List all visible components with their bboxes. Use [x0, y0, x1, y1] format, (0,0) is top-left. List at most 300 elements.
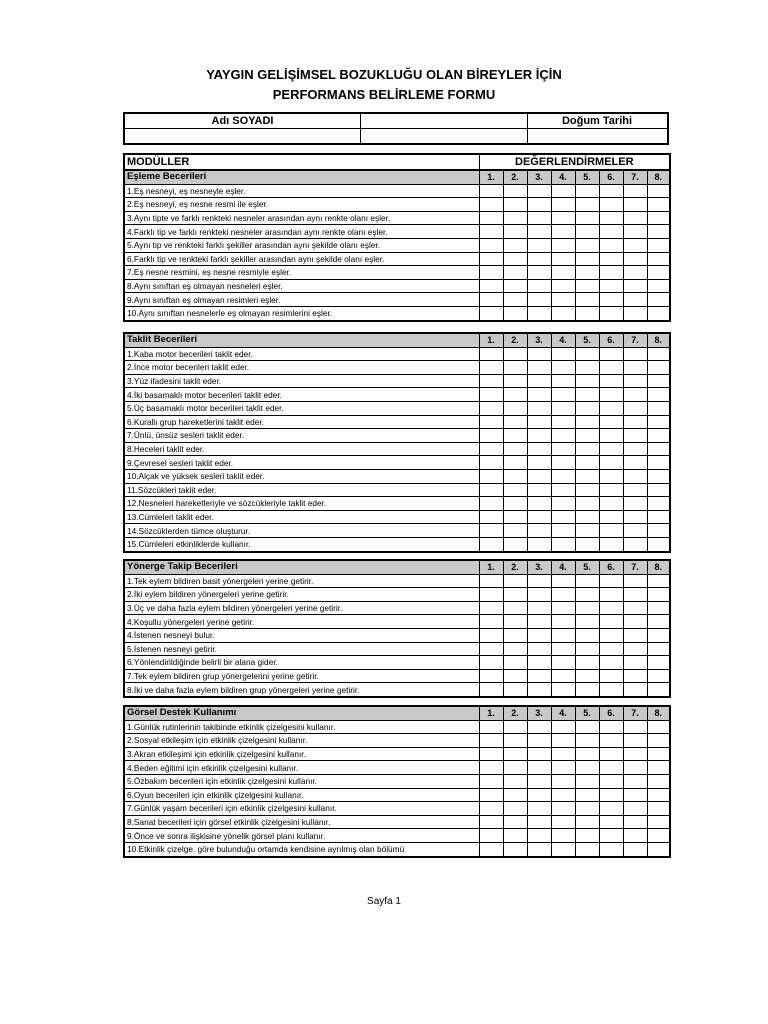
score-cell[interactable] [527, 388, 551, 402]
score-cell[interactable] [623, 588, 647, 602]
score-cell[interactable] [647, 615, 670, 629]
score-cell[interactable] [623, 374, 647, 388]
score-cell[interactable] [527, 628, 551, 642]
score-cell[interactable] [575, 252, 599, 266]
score-cell[interactable] [599, 815, 623, 829]
score-cell[interactable] [647, 683, 670, 697]
score-cell[interactable] [551, 524, 575, 538]
score-cell[interactable] [599, 266, 623, 280]
score-cell[interactable] [479, 266, 503, 280]
score-cell[interactable] [647, 198, 670, 212]
score-cell[interactable] [647, 669, 670, 683]
score-cell[interactable] [503, 198, 527, 212]
score-cell[interactable] [527, 601, 551, 615]
score-cell[interactable] [599, 198, 623, 212]
score-cell[interactable] [503, 628, 527, 642]
score-cell[interactable] [647, 510, 670, 524]
score-cell[interactable] [503, 734, 527, 748]
score-cell[interactable] [623, 225, 647, 239]
score-cell[interactable] [551, 510, 575, 524]
score-cell[interactable] [551, 574, 575, 588]
score-cell[interactable] [503, 252, 527, 266]
score-cell[interactable] [479, 306, 503, 320]
score-cell[interactable] [503, 401, 527, 415]
score-cell[interactable] [575, 429, 599, 443]
score-cell[interactable] [599, 456, 623, 470]
score-cell[interactable] [551, 537, 575, 551]
score-cell[interactable] [503, 842, 527, 856]
score-cell[interactable] [575, 829, 599, 843]
score-cell[interactable] [527, 211, 551, 225]
score-cell[interactable] [647, 788, 670, 802]
score-cell[interactable] [527, 774, 551, 788]
score-cell[interactable] [599, 184, 623, 198]
score-cell[interactable] [647, 306, 670, 320]
score-cell[interactable] [527, 656, 551, 670]
score-cell[interactable] [575, 361, 599, 375]
score-cell[interactable] [623, 628, 647, 642]
score-cell[interactable] [623, 774, 647, 788]
score-cell[interactable] [575, 734, 599, 748]
score-cell[interactable] [551, 401, 575, 415]
score-cell[interactable] [479, 361, 503, 375]
score-cell[interactable] [527, 761, 551, 775]
score-cell[interactable] [647, 574, 670, 588]
score-cell[interactable] [527, 238, 551, 252]
score-cell[interactable] [479, 347, 503, 361]
score-cell[interactable] [647, 374, 670, 388]
score-cell[interactable] [575, 588, 599, 602]
score-cell[interactable] [479, 374, 503, 388]
score-cell[interactable] [647, 774, 670, 788]
score-cell[interactable] [599, 601, 623, 615]
score-cell[interactable] [647, 537, 670, 551]
score-cell[interactable] [527, 642, 551, 656]
score-cell[interactable] [551, 615, 575, 629]
score-cell[interactable] [575, 184, 599, 198]
score-cell[interactable] [623, 456, 647, 470]
score-cell[interactable] [575, 601, 599, 615]
score-cell[interactable] [527, 347, 551, 361]
score-cell[interactable] [479, 588, 503, 602]
score-cell[interactable] [647, 347, 670, 361]
score-cell[interactable] [647, 747, 670, 761]
score-cell[interactable] [599, 361, 623, 375]
score-cell[interactable] [575, 211, 599, 225]
score-cell[interactable] [503, 456, 527, 470]
score-cell[interactable] [647, 388, 670, 402]
score-cell[interactable] [623, 720, 647, 734]
score-cell[interactable] [599, 279, 623, 293]
score-cell[interactable] [599, 429, 623, 443]
score-cell[interactable] [479, 642, 503, 656]
score-cell[interactable] [479, 747, 503, 761]
blank-field[interactable] [361, 129, 527, 143]
score-cell[interactable] [647, 656, 670, 670]
score-cell[interactable] [551, 588, 575, 602]
score-cell[interactable] [575, 842, 599, 856]
score-cell[interactable] [527, 279, 551, 293]
score-cell[interactable] [503, 537, 527, 551]
score-cell[interactable] [623, 293, 647, 307]
score-cell[interactable] [479, 524, 503, 538]
score-cell[interactable] [503, 615, 527, 629]
score-cell[interactable] [527, 361, 551, 375]
score-cell[interactable] [575, 774, 599, 788]
score-cell[interactable] [647, 401, 670, 415]
score-cell[interactable] [647, 642, 670, 656]
score-cell[interactable] [623, 815, 647, 829]
score-cell[interactable] [527, 293, 551, 307]
score-cell[interactable] [551, 601, 575, 615]
score-cell[interactable] [551, 184, 575, 198]
score-cell[interactable] [527, 802, 551, 816]
score-cell[interactable] [551, 829, 575, 843]
score-cell[interactable] [503, 361, 527, 375]
score-cell[interactable] [575, 628, 599, 642]
score-cell[interactable] [623, 401, 647, 415]
score-cell[interactable] [479, 510, 503, 524]
score-cell[interactable] [479, 615, 503, 629]
score-cell[interactable] [647, 829, 670, 843]
score-cell[interactable] [527, 252, 551, 266]
score-cell[interactable] [575, 656, 599, 670]
score-cell[interactable] [551, 198, 575, 212]
score-cell[interactable] [599, 683, 623, 697]
score-cell[interactable] [503, 497, 527, 511]
score-cell[interactable] [527, 401, 551, 415]
score-cell[interactable] [599, 720, 623, 734]
score-cell[interactable] [599, 469, 623, 483]
score-cell[interactable] [623, 198, 647, 212]
score-cell[interactable] [623, 683, 647, 697]
score-cell[interactable] [551, 656, 575, 670]
score-cell[interactable] [647, 734, 670, 748]
score-cell[interactable] [503, 720, 527, 734]
score-cell[interactable] [503, 802, 527, 816]
score-cell[interactable] [551, 788, 575, 802]
score-cell[interactable] [647, 761, 670, 775]
score-cell[interactable] [503, 293, 527, 307]
score-cell[interactable] [599, 415, 623, 429]
score-cell[interactable] [575, 537, 599, 551]
score-cell[interactable] [623, 238, 647, 252]
score-cell[interactable] [527, 524, 551, 538]
score-cell[interactable] [599, 252, 623, 266]
score-cell[interactable] [647, 601, 670, 615]
score-cell[interactable] [647, 456, 670, 470]
score-cell[interactable] [479, 497, 503, 511]
score-cell[interactable] [647, 211, 670, 225]
score-cell[interactable] [599, 761, 623, 775]
score-cell[interactable] [479, 774, 503, 788]
score-cell[interactable] [647, 802, 670, 816]
score-cell[interactable] [503, 656, 527, 670]
score-cell[interactable] [575, 374, 599, 388]
score-cell[interactable] [479, 401, 503, 415]
score-cell[interactable] [623, 211, 647, 225]
score-cell[interactable] [623, 279, 647, 293]
score-cell[interactable] [623, 347, 647, 361]
score-cell[interactable] [599, 293, 623, 307]
score-cell[interactable] [503, 279, 527, 293]
score-cell[interactable] [551, 669, 575, 683]
score-cell[interactable] [647, 469, 670, 483]
score-cell[interactable] [575, 347, 599, 361]
score-cell[interactable] [623, 388, 647, 402]
score-cell[interactable] [575, 802, 599, 816]
score-cell[interactable] [551, 720, 575, 734]
score-cell[interactable] [599, 802, 623, 816]
score-cell[interactable] [503, 510, 527, 524]
score-cell[interactable] [479, 198, 503, 212]
score-cell[interactable] [479, 469, 503, 483]
score-cell[interactable] [503, 238, 527, 252]
score-cell[interactable] [599, 574, 623, 588]
name-field[interactable] [125, 129, 360, 143]
score-cell[interactable] [479, 802, 503, 816]
score-cell[interactable] [599, 669, 623, 683]
score-cell[interactable] [479, 683, 503, 697]
score-cell[interactable] [551, 293, 575, 307]
score-cell[interactable] [479, 211, 503, 225]
score-cell[interactable] [551, 347, 575, 361]
score-cell[interactable] [479, 537, 503, 551]
score-cell[interactable] [647, 588, 670, 602]
score-cell[interactable] [503, 524, 527, 538]
score-cell[interactable] [575, 469, 599, 483]
score-cell[interactable] [575, 456, 599, 470]
score-cell[interactable] [503, 347, 527, 361]
score-cell[interactable] [479, 456, 503, 470]
score-cell[interactable] [623, 184, 647, 198]
score-cell[interactable] [551, 469, 575, 483]
score-cell[interactable] [623, 734, 647, 748]
score-cell[interactable] [575, 266, 599, 280]
score-cell[interactable] [599, 497, 623, 511]
score-cell[interactable] [551, 774, 575, 788]
score-cell[interactable] [503, 374, 527, 388]
score-cell[interactable] [479, 761, 503, 775]
score-cell[interactable] [623, 497, 647, 511]
score-cell[interactable] [647, 842, 670, 856]
score-cell[interactable] [575, 510, 599, 524]
score-cell[interactable] [575, 683, 599, 697]
score-cell[interactable] [527, 829, 551, 843]
score-cell[interactable] [575, 483, 599, 497]
score-cell[interactable] [623, 415, 647, 429]
score-cell[interactable] [623, 615, 647, 629]
score-cell[interactable] [551, 642, 575, 656]
score-cell[interactable] [527, 669, 551, 683]
score-cell[interactable] [623, 524, 647, 538]
score-cell[interactable] [479, 574, 503, 588]
score-cell[interactable] [575, 497, 599, 511]
score-cell[interactable] [479, 279, 503, 293]
score-cell[interactable] [527, 615, 551, 629]
score-cell[interactable] [527, 720, 551, 734]
score-cell[interactable] [551, 761, 575, 775]
score-cell[interactable] [527, 747, 551, 761]
score-cell[interactable] [599, 524, 623, 538]
score-cell[interactable] [623, 656, 647, 670]
score-cell[interactable] [575, 761, 599, 775]
score-cell[interactable] [551, 306, 575, 320]
score-cell[interactable] [503, 642, 527, 656]
score-cell[interactable] [503, 601, 527, 615]
score-cell[interactable] [503, 184, 527, 198]
score-cell[interactable] [623, 842, 647, 856]
score-cell[interactable] [575, 415, 599, 429]
score-cell[interactable] [623, 252, 647, 266]
score-cell[interactable] [503, 815, 527, 829]
score-cell[interactable] [647, 628, 670, 642]
score-cell[interactable] [647, 279, 670, 293]
score-cell[interactable] [479, 238, 503, 252]
score-cell[interactable] [527, 815, 551, 829]
score-cell[interactable] [527, 734, 551, 748]
score-cell[interactable] [503, 306, 527, 320]
score-cell[interactable] [527, 374, 551, 388]
score-cell[interactable] [599, 306, 623, 320]
score-cell[interactable] [623, 802, 647, 816]
score-cell[interactable] [647, 415, 670, 429]
score-cell[interactable] [503, 829, 527, 843]
score-cell[interactable] [551, 442, 575, 456]
score-cell[interactable] [575, 788, 599, 802]
score-cell[interactable] [479, 225, 503, 239]
score-cell[interactable] [623, 306, 647, 320]
score-cell[interactable] [479, 815, 503, 829]
score-cell[interactable] [623, 761, 647, 775]
score-cell[interactable] [599, 642, 623, 656]
score-cell[interactable] [623, 829, 647, 843]
score-cell[interactable] [551, 429, 575, 443]
score-cell[interactable] [503, 683, 527, 697]
score-cell[interactable] [623, 429, 647, 443]
score-cell[interactable] [551, 374, 575, 388]
score-cell[interactable] [575, 720, 599, 734]
score-cell[interactable] [479, 829, 503, 843]
score-cell[interactable] [479, 656, 503, 670]
score-cell[interactable] [503, 669, 527, 683]
score-cell[interactable] [527, 842, 551, 856]
score-cell[interactable] [503, 415, 527, 429]
score-cell[interactable] [479, 442, 503, 456]
score-cell[interactable] [647, 238, 670, 252]
score-cell[interactable] [623, 788, 647, 802]
score-cell[interactable] [599, 238, 623, 252]
score-cell[interactable] [599, 774, 623, 788]
score-cell[interactable] [551, 456, 575, 470]
score-cell[interactable] [647, 293, 670, 307]
score-cell[interactable] [575, 442, 599, 456]
score-cell[interactable] [647, 442, 670, 456]
score-cell[interactable] [599, 401, 623, 415]
score-cell[interactable] [599, 628, 623, 642]
score-cell[interactable] [527, 788, 551, 802]
score-cell[interactable] [599, 374, 623, 388]
score-cell[interactable] [623, 574, 647, 588]
score-cell[interactable] [479, 388, 503, 402]
score-cell[interactable] [479, 601, 503, 615]
score-cell[interactable] [527, 266, 551, 280]
score-cell[interactable] [623, 469, 647, 483]
score-cell[interactable] [503, 211, 527, 225]
score-cell[interactable] [551, 279, 575, 293]
score-cell[interactable] [527, 184, 551, 198]
score-cell[interactable] [527, 574, 551, 588]
score-cell[interactable] [479, 842, 503, 856]
score-cell[interactable] [479, 483, 503, 497]
score-cell[interactable] [551, 683, 575, 697]
score-cell[interactable] [527, 469, 551, 483]
score-cell[interactable] [599, 537, 623, 551]
score-cell[interactable] [599, 747, 623, 761]
score-cell[interactable] [503, 774, 527, 788]
score-cell[interactable] [575, 401, 599, 415]
score-cell[interactable] [479, 628, 503, 642]
score-cell[interactable] [647, 429, 670, 443]
score-cell[interactable] [575, 524, 599, 538]
score-cell[interactable] [623, 642, 647, 656]
score-cell[interactable] [527, 497, 551, 511]
score-cell[interactable] [599, 442, 623, 456]
score-cell[interactable] [551, 734, 575, 748]
score-cell[interactable] [551, 225, 575, 239]
score-cell[interactable] [503, 469, 527, 483]
score-cell[interactable] [527, 429, 551, 443]
score-cell[interactable] [479, 720, 503, 734]
score-cell[interactable] [575, 225, 599, 239]
score-cell[interactable] [503, 588, 527, 602]
score-cell[interactable] [647, 720, 670, 734]
score-cell[interactable] [575, 747, 599, 761]
score-cell[interactable] [575, 815, 599, 829]
score-cell[interactable] [527, 198, 551, 212]
score-cell[interactable] [479, 429, 503, 443]
score-cell[interactable] [623, 537, 647, 551]
score-cell[interactable] [551, 415, 575, 429]
score-cell[interactable] [479, 669, 503, 683]
score-cell[interactable] [503, 483, 527, 497]
score-cell[interactable] [479, 415, 503, 429]
score-cell[interactable] [599, 829, 623, 843]
score-cell[interactable] [575, 642, 599, 656]
score-cell[interactable] [527, 225, 551, 239]
score-cell[interactable] [479, 252, 503, 266]
score-cell[interactable] [599, 615, 623, 629]
score-cell[interactable] [503, 429, 527, 443]
score-cell[interactable] [599, 510, 623, 524]
score-cell[interactable] [599, 842, 623, 856]
score-cell[interactable] [647, 483, 670, 497]
score-cell[interactable] [599, 788, 623, 802]
score-cell[interactable] [527, 456, 551, 470]
score-cell[interactable] [527, 306, 551, 320]
score-cell[interactable] [479, 293, 503, 307]
score-cell[interactable] [647, 184, 670, 198]
score-cell[interactable] [623, 669, 647, 683]
score-cell[interactable] [599, 347, 623, 361]
score-cell[interactable] [551, 483, 575, 497]
score-cell[interactable] [623, 442, 647, 456]
score-cell[interactable] [479, 734, 503, 748]
score-cell[interactable] [527, 588, 551, 602]
score-cell[interactable] [551, 252, 575, 266]
score-cell[interactable] [599, 211, 623, 225]
score-cell[interactable] [527, 442, 551, 456]
